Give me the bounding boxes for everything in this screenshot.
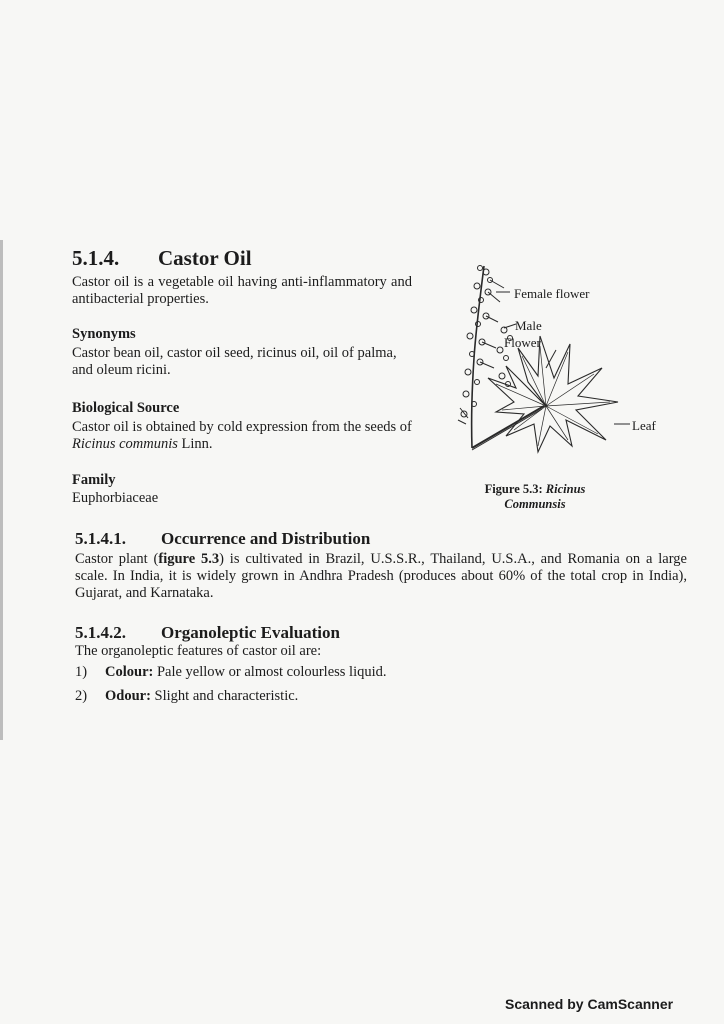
synonyms-text: Castor bean oil, castor oil seed, ricinus oil, oil of palma, and oleum ricini. — [72, 345, 397, 378]
occurrence-text-before: Castor plant ( — [75, 551, 159, 567]
figure-reference: figure 5.3 — [158, 551, 220, 567]
label-male: Male — [515, 318, 542, 333]
biological-source-text-after: Linn. — [177, 436, 213, 452]
occurrence-title: Occurrence and Distribution — [161, 529, 371, 548]
list-item — [75, 688, 298, 705]
figure-caption — [450, 482, 620, 512]
scanner-watermark: Scanned by CamScanner — [505, 996, 674, 1012]
occurrence-text — [75, 551, 687, 602]
section-heading — [72, 246, 252, 271]
list-item-number: 1) — [75, 664, 88, 680]
figure-caption-line1: Ricinus — [545, 482, 586, 496]
list-item-desc: Slight and characteristic. — [150, 688, 299, 704]
list-item-desc: Pale yellow or almost colourless liquid. — [153, 664, 387, 680]
occurrence-text-after: ) is cultivated in Brazil, U.S.S.R., Thailand, U.S.A., and Romania on a large scale. In India, it is widely grown in Andhra Pradesh (produces about 60% of the total crop in India), Gujarat, and Karnataka. — [75, 551, 687, 601]
list-item — [75, 664, 387, 681]
family-text: Euphorbiaceae — [72, 490, 159, 506]
occurrence-heading — [75, 529, 370, 549]
organoleptic-heading — [75, 623, 340, 643]
biological-source-heading: Biological Source — [72, 400, 180, 416]
intro-paragraph: Castor oil is a vegetable oil having anti-inflammatory and antibacterial properties. — [72, 274, 412, 307]
organoleptic-number: 5.1.4.2. — [75, 623, 126, 642]
label-leaf: Leaf — [632, 418, 656, 433]
list-item-term: Colour: — [105, 664, 154, 680]
figure-caption-label: Figure 5.3: — [484, 482, 546, 496]
figure-caption-line2: Communsis — [504, 497, 566, 511]
family-heading: Family — [72, 472, 116, 488]
biological-source-text-before: Castor oil is obtained by cold expression from the seeds of — [72, 419, 412, 435]
page-edge — [0, 240, 3, 740]
label-flower: Flower — [504, 335, 541, 350]
synonyms-heading: Synonyms — [72, 326, 136, 342]
label-female-flower: Female flower — [514, 286, 590, 301]
species-name: Ricinus communis — [72, 436, 178, 452]
list-item-number: 2) — [75, 688, 88, 704]
organoleptic-title: Organoleptic Evaluation — [161, 623, 340, 642]
section-number: 5.1.4. — [72, 246, 120, 270]
biological-source-text — [72, 419, 417, 453]
list-item-term: Odour: — [105, 688, 151, 704]
section-title: Castor Oil — [158, 246, 252, 270]
organoleptic-intro: The organoleptic features of castor oil are: — [75, 643, 322, 659]
occurrence-number: 5.1.4.1. — [75, 529, 126, 548]
